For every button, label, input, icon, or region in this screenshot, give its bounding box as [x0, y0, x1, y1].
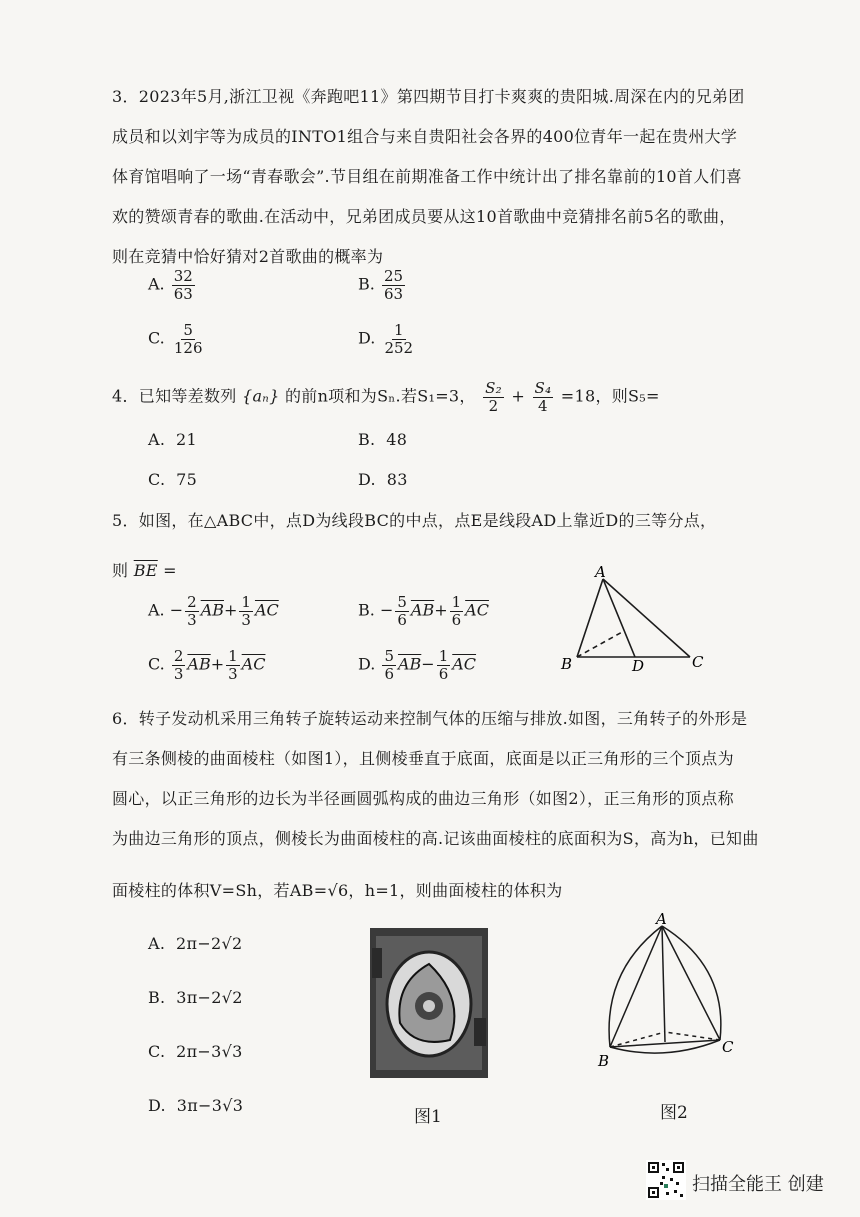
- scanner-brand-text: 扫描全能王 创建: [692, 1174, 824, 1195]
- option-label: A.: [148, 274, 165, 294]
- vertex-c-label: C: [692, 653, 704, 671]
- q3-line-3: 体育馆唱响了一场“青春歌会”.节目组在前期准备工作中统计出了排名靠前的10首人们喜: [112, 167, 743, 186]
- vertex-c-label: C: [722, 1038, 734, 1056]
- option-label: C.: [148, 328, 165, 348]
- hidden-edge: [665, 1032, 720, 1040]
- q5-line-2: 则 $\overline{BE}$ =: [112, 561, 177, 580]
- q6-option-c: C. 2π−3√3: [148, 1042, 243, 1061]
- q5-option-b: B. − $\frac{5}{6}$ $\overline{AB}+$ $\frac{1}{6}$ $\overline{AC}$: [358, 593, 489, 629]
- q4-option-a: A. 21: [148, 430, 197, 449]
- altitude: [662, 926, 665, 1042]
- q6-line-3: 圆心，以正三角形的边长为半径画圆弧构成的曲边三角形（如图2），正三角形的顶点称: [112, 789, 734, 808]
- q3-line-1: 3．2023年5月,浙江卫视《奔跑吧11》第四期节目打卡爽爽的贵阳城.周深在内的兄弟团: [112, 87, 745, 106]
- option-fraction: $\frac{5}{126}$: [173, 321, 203, 357]
- q3-line-5: 则在竞猜中恰好猜对2首歌曲的概率为: [112, 247, 384, 266]
- q5-option-d: D. $\frac{5}{6}$ $\overline{AB}-$ $\frac{1}{6}$ $\overline{AC}$: [358, 647, 477, 683]
- q3-line-2: 成员和以刘宇等为成员的INTO1组合与来自贵阳社会各界的400位青年一起在贵州大学: [112, 127, 738, 146]
- q4-option-b: B. 48: [358, 430, 408, 449]
- side-ab: [577, 579, 603, 657]
- q3-line-4: 欢的赞颂青春的歌曲.在活动中，兄弟团成员要从这10首歌曲中竞猜排名前5名的歌曲，: [112, 207, 736, 226]
- q5-triangle-figure: [555, 565, 715, 675]
- option-fraction: $\frac{32}{63}$: [173, 267, 193, 303]
- vertex-a-label: A: [656, 912, 667, 928]
- figure-1-caption: 图1: [414, 1107, 442, 1127]
- q6-line-1: 6．转子发动机采用三角转子旋转运动来控制气体的压缩与排放.如图，三角转子的外形是: [112, 709, 748, 728]
- q3-option-a: [148, 268, 197, 302]
- q3-option-c: [148, 322, 207, 356]
- q3-option-d: [358, 322, 417, 356]
- q6-option-d: D. 3π−3√3: [148, 1096, 244, 1115]
- vertex-d-label: D: [632, 657, 645, 675]
- q6-line-5: 面棱柱的体积V=Sh，若AB=√6，h=1，则曲面棱柱的体积为: [112, 881, 563, 900]
- option-fraction: $\frac{25}{63}$: [383, 267, 404, 303]
- q4-option-d: D. 83: [358, 470, 408, 489]
- q6-option-b: B. 3π−2√2: [148, 988, 243, 1007]
- q6-line-4: 为曲边三角形的顶点，侧棱长为曲面棱柱的高.记该曲面棱柱的底面积为S，高为h，已知曲: [112, 829, 759, 848]
- side-ab: [610, 926, 662, 1047]
- median-ad: [603, 579, 635, 657]
- option-label: D.: [358, 328, 376, 348]
- side-ac: [603, 579, 690, 657]
- option-fraction: $\frac{1}{252}$: [384, 321, 414, 357]
- q3-option-b: [358, 268, 407, 302]
- q4-option-c: C. 75: [148, 470, 198, 489]
- side-ac: [662, 926, 720, 1040]
- vertex-a-label: A: [595, 565, 606, 581]
- q5-option-c: C. $\frac{2}{3}$ $\overline{AB}+$ $\frac{1}{3}$ $\overline{AC}$: [148, 647, 266, 683]
- rotary-engine-photo: [370, 928, 488, 1078]
- q5-option-a: A. − $\frac{2}{3}$ $\overline{AB}+$ $\frac{1}{3}$ $\overline{AC}$: [148, 593, 279, 629]
- figure-2-caption: 图2: [660, 1103, 688, 1123]
- qr-code-icon: [646, 1160, 686, 1200]
- vertex-b-label: B: [598, 1052, 610, 1070]
- q4-stem: 4．已知等差数列 {aₙ} 的前n项和为Sₙ.若S₁=3， $\frac{\text{S₂}}{2}$ + $\frac{\text{S₄}}{4}$ =18，则S₅=: [112, 379, 660, 415]
- q6-option-a: A. 2π−2√2: [148, 934, 243, 953]
- q6-line-2: 有三条侧棱的曲面棱柱（如图1），且侧棱垂直于底面，底面是以正三角形的三个顶点为: [112, 749, 734, 768]
- reuleaux-triangle-figure: [590, 912, 750, 1072]
- q5-line-1: 5．如图，在△ABC中，点D为线段BC的中点，点E是线段AD上靠近D的三等分点，: [112, 511, 717, 530]
- option-label: B.: [358, 274, 375, 294]
- vertex-b-label: B: [561, 655, 573, 673]
